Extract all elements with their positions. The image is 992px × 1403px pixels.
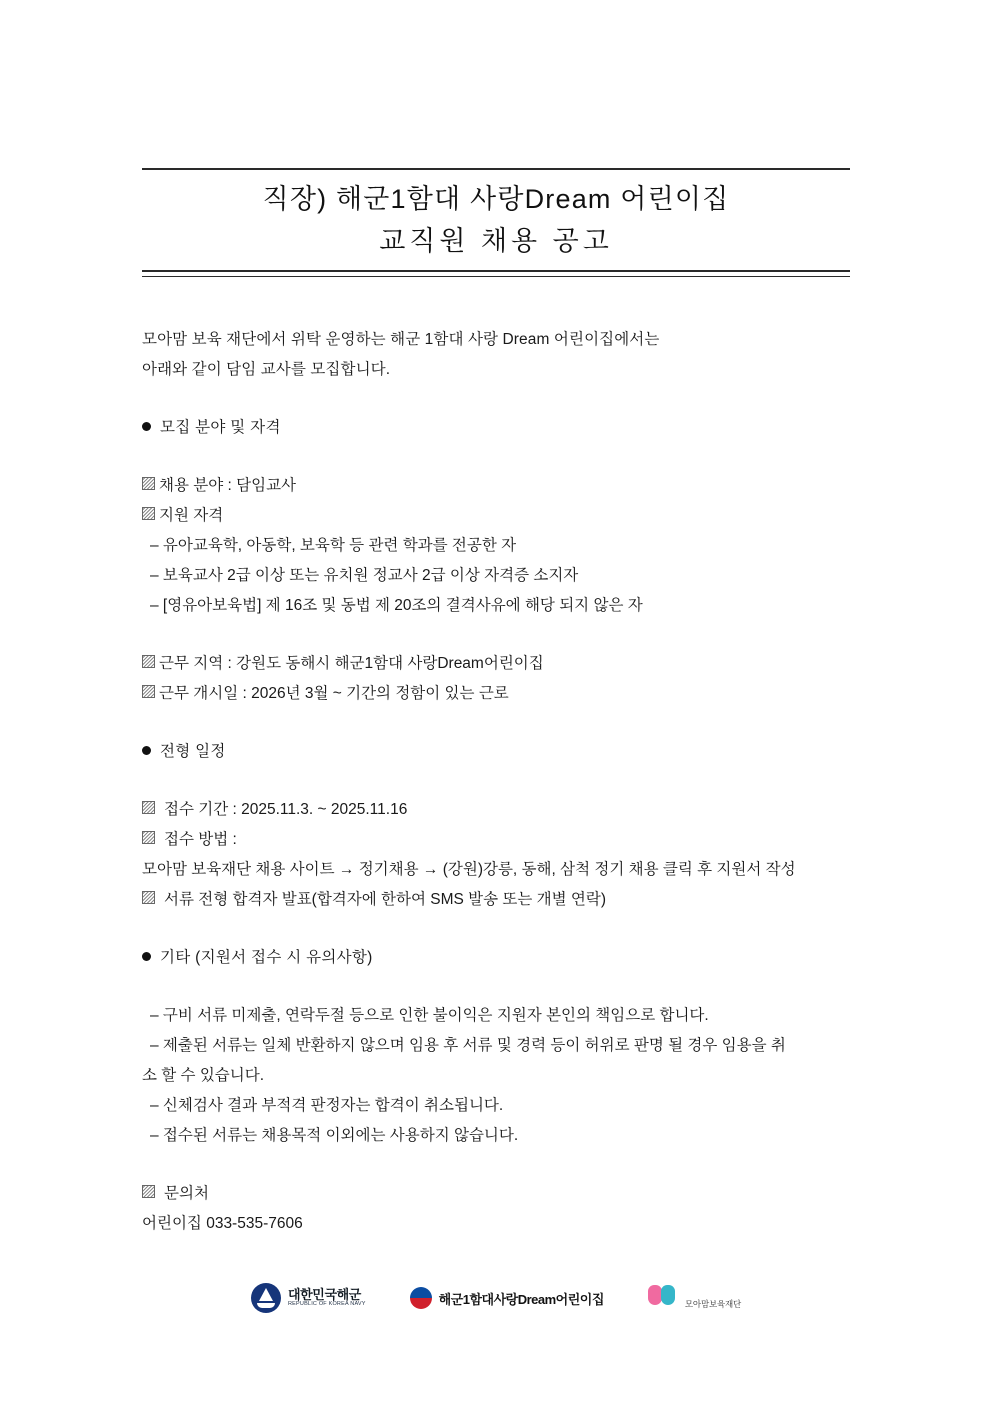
result-announcement-label: 서류 전형 합격자 발표(합격자에 한하여 SMS 발송 또는 개별 연락): [164, 891, 607, 908]
spacer: [142, 443, 862, 471]
section-1-heading-label: 모집 분야 및 자격: [160, 419, 281, 436]
moamom-logo-title: 모아맘보육재단: [684, 1299, 741, 1309]
hatched-square-icon: [142, 831, 155, 844]
qualification-2: – [영유아보육법] 제 16조 및 동법 제 20조의 결격사유에 해당 되지 않은 자: [150, 597, 643, 614]
hatched-square-icon: [142, 891, 155, 904]
application-period-label: 접수 기간 : 2025.11.3. ~ 2025.11.16: [164, 801, 408, 818]
navy-anchor-icon: [251, 1283, 281, 1313]
qualification-0: – 유아교육학, 아동학, 보육학 등 관련 학과를 전공한 자: [150, 537, 517, 554]
section-3-heading: [142, 943, 862, 973]
application-method-detail: 모아맘 보육재단 채용 사이트 → 정기채용 → (강원)강릉, 동해, 삼척 정기 채용 클릭 후 지원서 작성: [142, 861, 796, 878]
bullet-dot-icon: [142, 952, 151, 961]
hatched-square-icon: [142, 685, 155, 698]
title-line-1: 직장) 해군1함대 사랑Dream 어린이집: [262, 184, 730, 214]
bullet-dot-icon: [142, 746, 151, 755]
spacer: [142, 621, 862, 649]
taegeuk-icon: [410, 1287, 432, 1309]
hatched-square-icon: [142, 1185, 155, 1198]
logo-republic-of-korea-navy: [251, 1283, 366, 1313]
logo-moamom-foundation: [648, 1285, 741, 1311]
note-2-line-a: – 제출된 서류는 일체 반환하지 않으며 임용 후 서류 및 경력 등이 허위로 판명 될 경우 임용을 취: [150, 1037, 786, 1054]
footer-logos: [0, 1283, 992, 1313]
section-2-heading-label: 전형 일정: [160, 743, 226, 760]
bullet-dot-icon: [142, 422, 151, 431]
spacer: [142, 385, 862, 413]
page-title: [142, 170, 850, 270]
spacer: [142, 709, 862, 737]
hatched-square-icon: [142, 477, 155, 490]
note-1: – 구비 서류 미제출, 연락두절 등으로 인한 불이익은 지원자 본인의 책임으로 합니다.: [150, 1007, 709, 1024]
note-3: – 신체검사 결과 부적격 판정자는 합격이 취소됩니다.: [150, 1097, 504, 1114]
title-line-2: 교직원 채용 공고: [379, 225, 613, 256]
hatched-square-icon: [142, 507, 155, 520]
section-3-heading-label: 기타 (지원서 접수 시 유의사항): [160, 949, 373, 966]
contact-heading-label: 문의처: [164, 1185, 209, 1202]
hatched-square-icon: [142, 655, 155, 668]
navy-logo-title: 대한민국해군: [287, 1287, 361, 1303]
section-2-heading: [142, 737, 862, 767]
start-date: [142, 679, 862, 709]
section-1-heading: [142, 413, 862, 443]
section-1-item-1: [142, 501, 862, 531]
document-title-block: [142, 168, 850, 277]
result-announcement: [142, 885, 862, 915]
application-method: [142, 825, 862, 855]
spacer: [142, 915, 862, 943]
note-2-line-b: 소 할 수 있습니다.: [142, 1067, 265, 1084]
application-method-label: 접수 방법 :: [164, 831, 237, 848]
start-date-label: 근무 개시일 : 2026년 3월 ~ 기간의 정함이 있는 근로: [159, 685, 509, 702]
contact-phone: 어린이집 033-535-7606: [142, 1215, 303, 1232]
section-1-item-1-label: 지원 자격: [159, 507, 224, 524]
qualification-1: – 보육교사 2급 이상 또는 유치원 정교사 2급 이상 자격증 소지자: [150, 567, 579, 584]
section-1-item-0-label: 채용 분야 : 담임교사: [159, 477, 297, 494]
work-location: [142, 649, 862, 679]
section-1-item-0: [142, 471, 862, 501]
hatched-square-icon: [142, 801, 155, 814]
title-rule-bottom: [142, 270, 850, 277]
navy-logo-subtitle: REPUBLIC OF KOREA NAVY: [287, 1300, 366, 1307]
intro-line-2: 아래와 같이 담임 교사를 모집합니다.: [142, 361, 391, 378]
application-period: [142, 795, 862, 825]
spacer: [142, 973, 862, 1001]
spacer: [142, 767, 862, 795]
contact-heading: [142, 1179, 862, 1209]
note-4: – 접수된 서류는 채용목적 이외에는 사용하지 않습니다.: [150, 1127, 519, 1144]
logo-navy-1st-fleet-daycare: [410, 1287, 604, 1309]
daycare-logo-title: 해군1함대사랑Dream어린이집: [438, 1291, 604, 1307]
spacer: [142, 1151, 862, 1179]
moamom-mark-icon: [648, 1285, 678, 1311]
work-location-label: 근무 지역 : 강원도 동해시 해군1함대 사랑Dream어린이집: [159, 655, 544, 672]
intro-line-1: 모아맘 보육 재단에서 위탁 운영하는 해군 1함대 사랑 Dream 어린이집에서는: [142, 331, 660, 348]
document-body: [142, 325, 862, 1239]
